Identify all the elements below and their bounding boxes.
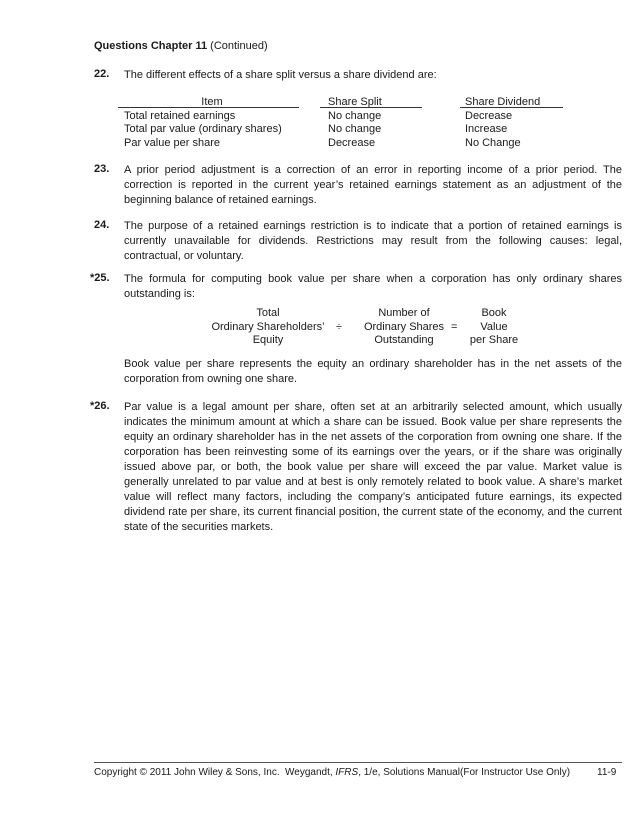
table-cell: No Change (465, 136, 521, 149)
formula-text: Equity (252, 334, 284, 346)
question-number: *25. (90, 272, 110, 284)
table-cell: Decrease (465, 109, 513, 122)
question-23 (94, 163, 622, 208)
header-underline (320, 107, 422, 108)
question-number: 22. (94, 68, 110, 80)
footer-edition: , 1/e, Solutions Manual (358, 767, 460, 778)
column-header-item: Item (201, 96, 223, 108)
table-row (124, 123, 584, 137)
footer-use-note: (For Instructor Use Only) (460, 767, 571, 778)
table-cell: No change (328, 109, 382, 122)
question-25-explanation (94, 357, 622, 387)
header-title: Questions Chapter 11 (94, 40, 208, 52)
header-continued: (Continued) (207, 40, 268, 52)
table-cell: Par value per share (124, 136, 220, 149)
table-cell: Increase (465, 123, 508, 135)
footer-copyright: Copyright © 2011 John Wiley & Sons, Inc. (94, 767, 280, 778)
question-text: Par value is a legal amount per share, often set at an arbitrarily selected amount, which usually indicates the minimum amount at which a share can be issued. Book value per share represents the equity an ordinary shareholder has in the net assets of the corporation from owning one share. If the corporation has been reinvesting some of its earnings over the years, or if the share was originally issued above par, or both, the book value per share will exceed the par value. Market value is generally unrelated to par value and at best is only remotely related to book value. A share’s market value will reflect many factors, including the company’s anticipated future earnings, its expected dividend rate per share, its current financial position, the current state of the economy, and the current state of the securities markets. (124, 401, 622, 533)
footer-divider (94, 762, 622, 763)
formula-text: Value (480, 320, 508, 333)
question-text: The different effects of a share split versus a share dividend are: (124, 69, 437, 81)
formula-denominator (352, 307, 456, 348)
question-number: *26. (90, 400, 110, 412)
formula-text: Number of (378, 307, 430, 319)
formula-result (462, 307, 526, 348)
question-text: A prior period adjustment is a correction of an error in reporting income of a prior period. The correction is reported in the current year’s retained earnings statement as an adjustment of the beginning balance of retained earnings. (124, 164, 622, 206)
footer-book (285, 767, 460, 778)
table-row (124, 137, 584, 151)
formula-text: Book (481, 307, 507, 319)
question-number: 23. (94, 163, 110, 175)
question-26 (90, 400, 622, 535)
question-text: The formula for computing book value per share when a corporation has only ordinary shares outstanding is: (124, 273, 622, 300)
column-header-share-split: Share Split (328, 96, 382, 108)
table-cell: Total retained earnings (124, 109, 236, 122)
table-row (124, 110, 584, 124)
page-number: 11-9 (597, 767, 617, 778)
question-24 (94, 219, 622, 264)
formula-text: Total (256, 307, 280, 319)
equals-operator: = (451, 321, 458, 333)
footer-authors: Weygandt, (285, 767, 336, 778)
question-text: The purpose of a retained earnings restriction is to indicate that a portion of retained earnings is currently unavailable for dividends. Restrictions may result from the following causes: legal, contractual, or voluntary. (124, 220, 622, 262)
book-value-formula (200, 307, 560, 347)
explanation-text: Book value per share represents the equity an ordinary shareholder has in the net assets of the corporation from owning one share. (124, 358, 622, 385)
divide-operator: ÷ (336, 321, 343, 333)
formula-numerator (200, 307, 336, 348)
formula-text: Ordinary Shares (363, 320, 445, 333)
table-cell: Decrease (328, 136, 376, 149)
formula-text: Ordinary Shareholders’ (211, 320, 325, 333)
question-22 (94, 68, 622, 83)
table-cell: No change (328, 123, 382, 135)
formula-text: per Share (469, 334, 519, 346)
footer-book-title: IFRS (335, 767, 359, 778)
header-underline (460, 107, 563, 108)
page-header (94, 40, 268, 52)
share-split-table (124, 96, 584, 150)
header-underline (118, 107, 299, 108)
question-25 (90, 272, 622, 302)
formula-text: Outstanding (374, 334, 434, 346)
column-header-share-dividend: Share Dividend (465, 96, 541, 108)
table-cell: Total par value (ordinary shares) (124, 123, 282, 135)
question-number: 24. (94, 219, 110, 231)
